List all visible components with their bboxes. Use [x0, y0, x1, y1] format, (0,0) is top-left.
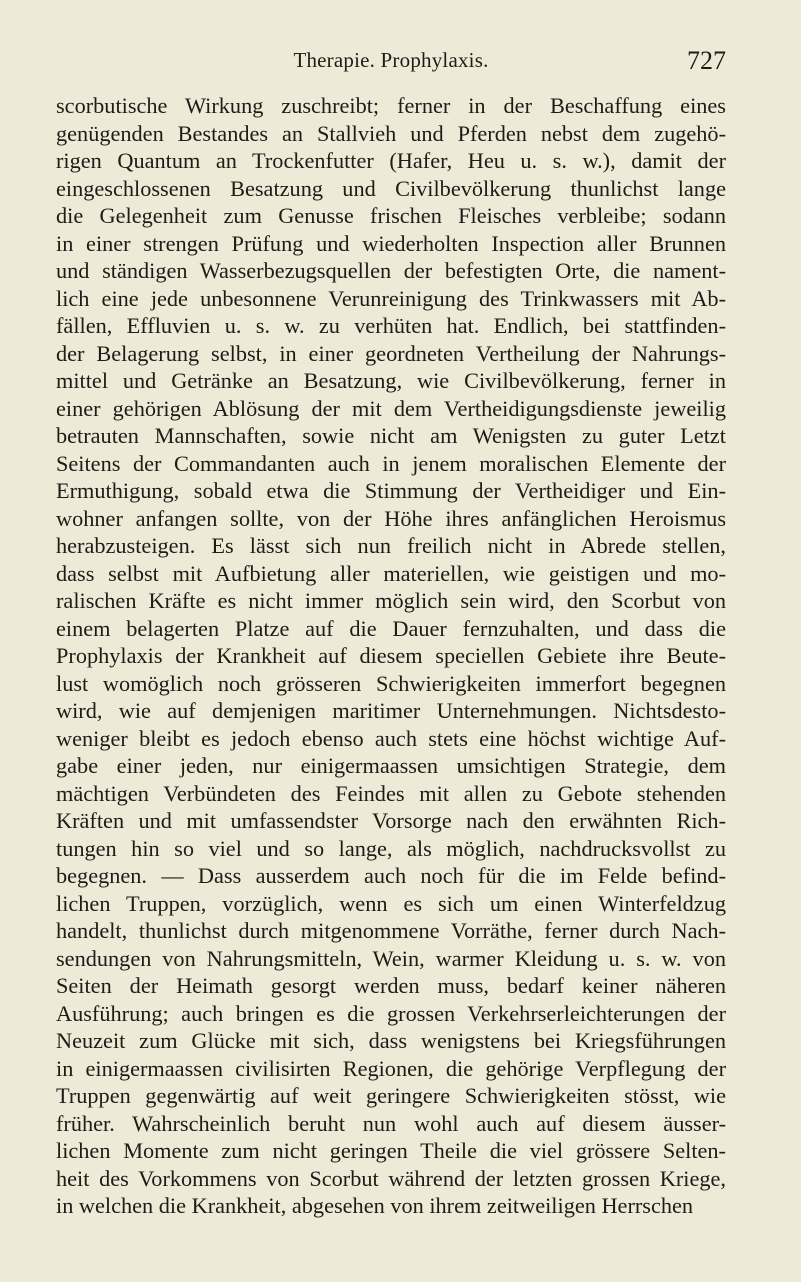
text-line: Prophylaxis der Krankheit auf diesem speciellen Gebiete ihre Beute- [56, 643, 726, 668]
text-line: wohner anfangen sollte, von der Höhe ihres anfänglichen Heroismus [56, 505, 726, 531]
text-line: betrauten Mannschaften, sowie nicht am Wenigsten zu guter Letzt [56, 423, 726, 448]
text-line: Seitens der Commandanten auch in jenem moralischen Elemente der [56, 450, 726, 476]
text-line: wird, wie auf demjenigen maritimer Unternehmungen. Nichtsdesto- [56, 698, 726, 723]
text-line: Ausführung; auch bringen es die grossen Verkehrserleichterungen der [56, 1000, 726, 1026]
text-line: Seiten der Heimath gesorgt werden muss, bedarf keiner näheren [56, 973, 726, 998]
text-line: rigen Quantum an Trockenfutter (Hafer, Heu u. s. w.), damit der [56, 148, 726, 173]
text-line: heit des Vorkommens von Scorbut während der letzten grossen Kriege, [56, 1165, 726, 1191]
text-line: dass selbst mit Aufbietung aller materiellen, wie geistigen und mo- [56, 560, 726, 586]
text-line: früher. Wahrscheinlich beruht nun wohl auch auf diesem äusser- [56, 1110, 726, 1136]
text-line: lust womöglich noch grösseren Schwierigkeiten immerfort begegnen [56, 670, 726, 696]
text-line: eingeschlossenen Besatzung und Civilbevölkerung thunlichst lange [56, 175, 726, 201]
text-line: fällen, Effluvien u. s. w. zu verhüten hat. Endlich, bei stattfinden- [56, 313, 726, 338]
text-line: lichen Momente zum nicht geringen Theile die viel grössere Selten- [56, 1138, 726, 1163]
text-line: tungen hin so viel und so lange, als möglich, nachdrucksvollst zu [56, 835, 726, 861]
text-line: weniger bleibt es jedoch ebenso auch stets eine höchst wichtige Auf- [56, 725, 726, 751]
text-line: die Gelegenheit zum Genusse frischen Fleisches verbleibe; sodann [56, 203, 726, 228]
body-text [56, 92, 726, 1220]
text-line: Truppen gegenwärtig auf weit geringere Schwierigkeiten stösst, wie [56, 1083, 726, 1108]
text-line: der Belagerung selbst, in einer geordneten Vertheilung der Nahrungs- [56, 340, 726, 366]
text-line: gabe einer jeden, nur einigermaassen umsichtigen Strategie, dem [56, 753, 726, 778]
text-line: genügenden Bestandes an Stallvieh und Pferden nebst dem zugehö- [56, 120, 726, 146]
text-line: scorbutische Wirkung zuschreibt; ferner in der Beschaffung eines [56, 93, 726, 118]
text-line: in welchen die Krankheit, abgesehen von ihrem zeitweiligen Herrschen [56, 1193, 694, 1218]
text-line: einem belagerten Platze auf die Dauer fernzuhalten, und dass die [56, 615, 726, 641]
text-line: in einer strengen Prüfung und wiederholten Inspection aller Brunnen [56, 230, 726, 256]
text-line: sendungen von Nahrungsmitteln, Wein, warmer Kleidung u. s. w. von [56, 945, 726, 971]
page-number: 727 [687, 46, 726, 75]
text-line: lich eine jede unbesonnene Verunreinigung des Trinkwassers mit Ab- [56, 285, 726, 311]
text-line: handelt, thunlichst durch mitgenommene Vorräthe, ferner durch Nach- [56, 918, 726, 943]
text-line: mittel und Getränke an Besatzung, wie Civilbevölkerung, ferner in [56, 368, 726, 393]
running-title: Therapie. Prophylaxis. [293, 48, 489, 72]
text-line: in einigermaassen civilisirten Regionen, die gehörige Verpflegung der [56, 1055, 726, 1081]
text-line: Kräften und mit umfassendster Vorsorge nach den erwähnten Rich- [56, 808, 726, 833]
text-line: Ermuthigung, sobald etwa die Stimmung der Vertheidiger und Ein- [56, 478, 726, 503]
text-line: herabzusteigen. Es lässt sich nun freilich nicht in Abrede stellen, [56, 533, 726, 558]
running-head [58, 48, 724, 78]
text-line: Neuzeit zum Glücke mit sich, dass wenigstens bei Kriegsführungen [56, 1028, 726, 1053]
text-line: und ständigen Wasserbezugsquellen der befestigten Orte, die nament- [56, 258, 726, 283]
text-line: begegnen. — Dass ausserdem auch noch für die im Felde befind- [56, 863, 726, 888]
text-line: lichen Truppen, vorzüglich, wenn es sich um einen Winterfeldzug [56, 890, 726, 916]
text-line: mächtigen Verbündeten des Feindes mit allen zu Gebote stehenden [56, 780, 726, 806]
text-line: einer gehörigen Ablösung der mit dem Vertheidigungsdienste jeweilig [56, 395, 726, 421]
text-line: ralischen Kräfte es nicht immer möglich sein wird, den Scorbut von [56, 588, 726, 613]
